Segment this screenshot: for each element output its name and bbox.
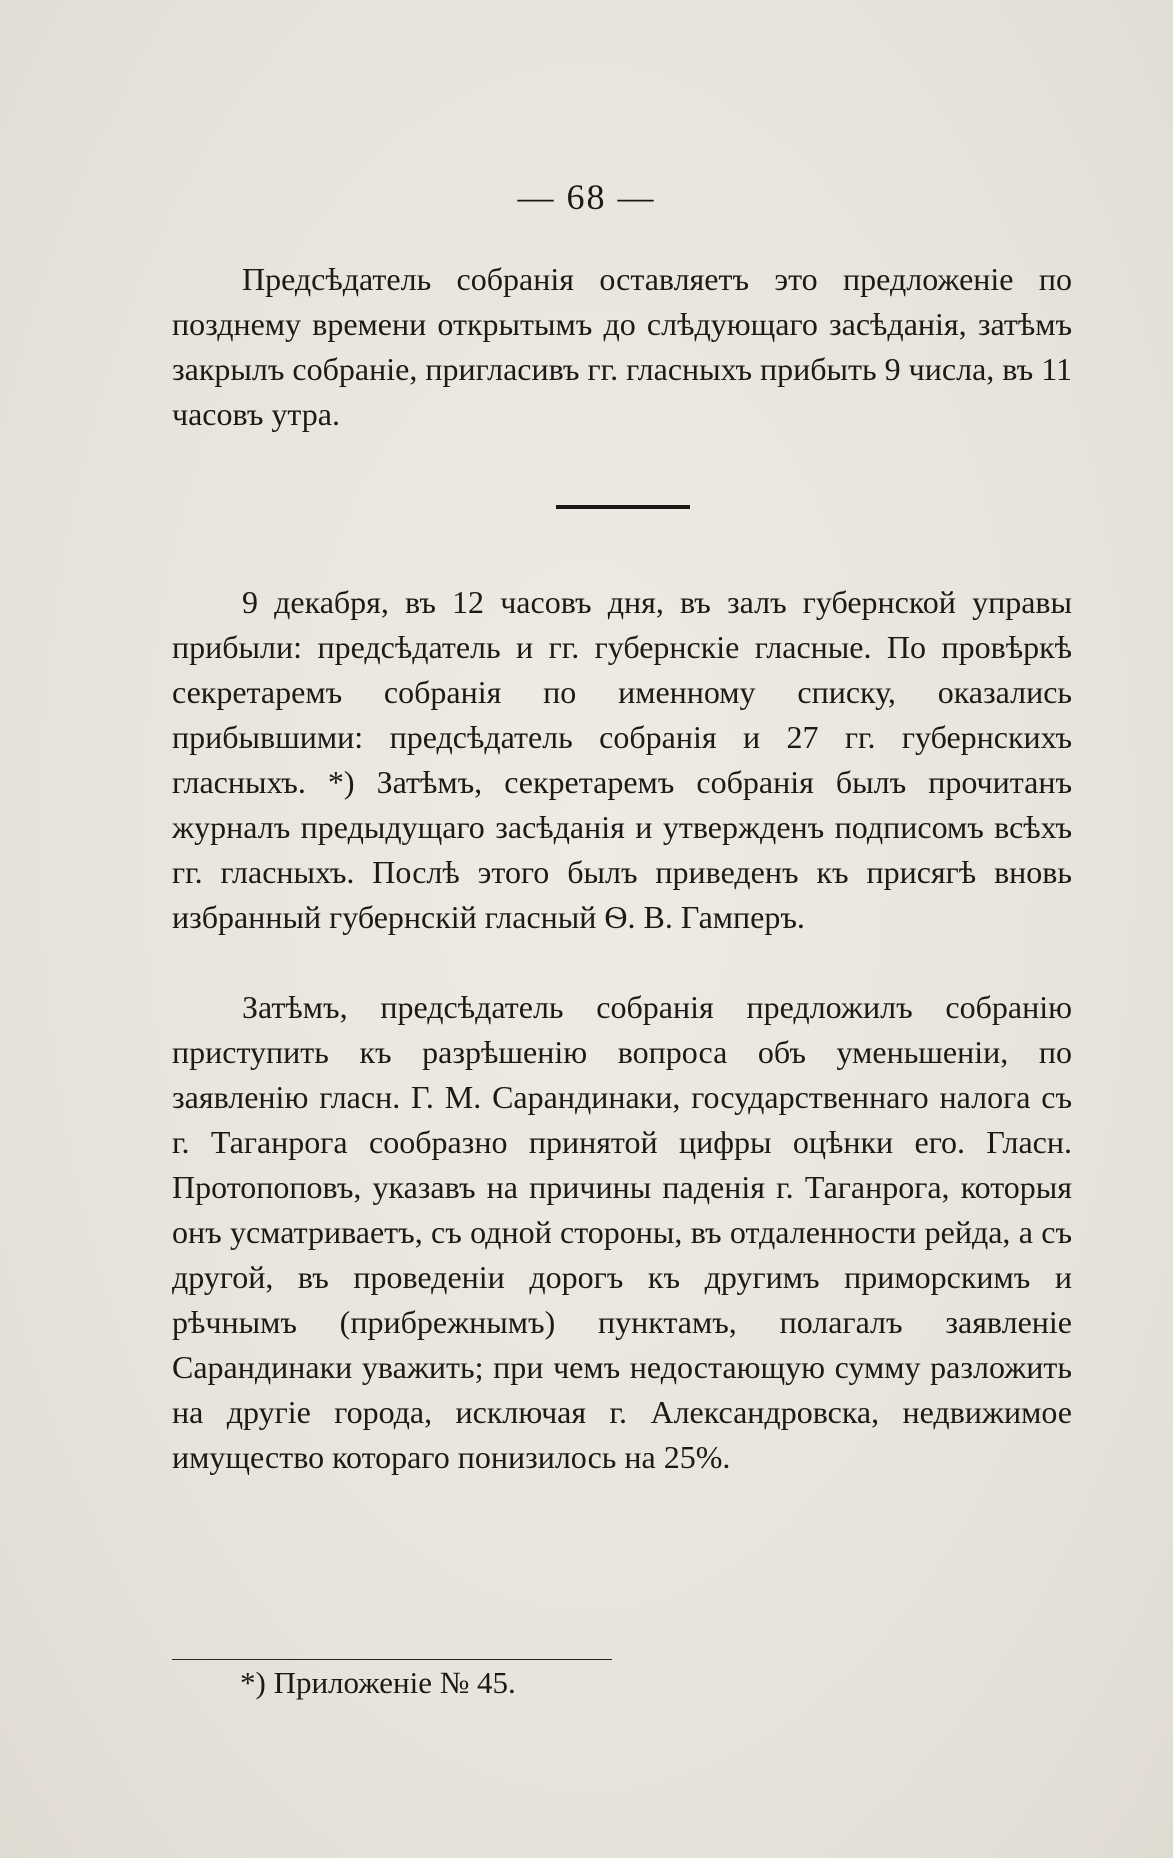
paragraph-text: 9 декабря, въ 12 часовъ дня, въ залъ губернской управы прибыли: предсѣдатель и гг. губернскіе гласные. По провѣркѣ секретаремъ собранія по именному списку, оказались прибывшими: предсѣдатель собранія и 27 гг. губернскихъ гласныхъ. *) Затѣмъ, секретаремъ собранія былъ прочитанъ журналъ предыдущаго засѣданія и утвержденъ подписомъ всѣхъ гг. гласныхъ. Послѣ этого былъ приведенъ къ присягѣ вновь избранный губернскій гласный Ѳ. В. Гамперъ. bbox=[172, 584, 1072, 935]
paragraph-session-opening bbox=[172, 580, 1072, 940]
section-divider bbox=[556, 505, 690, 509]
paragraph-tax-question bbox=[172, 985, 1072, 1480]
paragraph-text: Затѣмъ, предсѣдатель собранія предложилъ собранію приступить къ разрѣшенію вопроса объ уменьшеніи, по заявленію гласн. Г. М. Сарандинаки, государственнаго налога съ г. Таганрога сообразно принятой цифры оцѣнки его. Гласн. Протопоповъ, указавъ на причины паденія г. Таганрога, которыя онъ усматриваетъ, съ одной стороны, въ отдаленности рейда, а съ другой, въ проведеніи дорогъ къ другимъ приморскимъ и рѣчнымъ (прибрежнымъ) пунктамъ, полагалъ заявленіе Сарандинаки уважить; при чемъ недостающую сумму разложить на другіе города, исключая г. Александровска, недвижимое имущество котораго понизилось на 25%. bbox=[172, 989, 1072, 1475]
paragraph-text: Предсѣдатель собранія оставляетъ это предложеніе по позднему времени открытымъ до слѣдующаго засѣданія, затѣмъ закрылъ собраніе, пригласивъ гг. гласныхъ прибыть 9 числа, въ 11 часовъ утра. bbox=[172, 261, 1072, 432]
paragraph-adjournment bbox=[172, 257, 1072, 437]
footnote-rule bbox=[172, 1659, 612, 1660]
footnote: *) Приложеніе № 45. bbox=[240, 1665, 516, 1701]
page-number: — 68 — bbox=[517, 177, 656, 217]
